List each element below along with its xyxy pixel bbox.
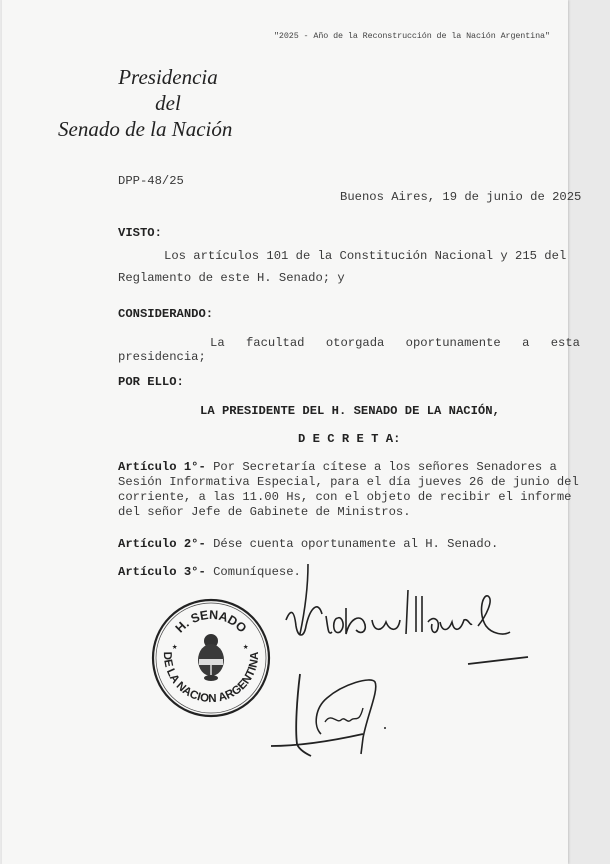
word: esta [550, 336, 580, 350]
considerando-text-line-1 [210, 336, 580, 350]
authority-heading: LA PRESIDENTE DEL H. SENADO DE LA NACIÓN, [200, 404, 500, 418]
article-3 [118, 565, 301, 579]
star-icon: ★ [172, 642, 178, 652]
word: otorgada [325, 336, 385, 350]
article-3-label: Artículo 3°- [118, 565, 206, 579]
senate-seal [150, 597, 272, 719]
article-1-line-3: corriente, a las 11.00 Hs, con el objeto de recibir el informe [118, 490, 572, 504]
por-ello-heading: POR ELLO: [118, 375, 184, 389]
article-1-line-4: del señor Jefe de Gabinete de Ministros. [118, 505, 411, 519]
seal-top-text: H. SENADO [172, 607, 250, 636]
place-date: Buenos Aires, 19 de junio de 2025 [340, 190, 582, 204]
word: oportunamente [405, 336, 501, 350]
article-1-line-1 [118, 460, 557, 474]
letterhead-line-3: Senado de la Nación [58, 117, 233, 141]
article-2 [118, 537, 498, 551]
seal-bottom-text: DE LA NACION ARGENTINA [160, 651, 262, 706]
coat-of-arms-icon [198, 634, 224, 681]
visto-heading: VISTO: [118, 226, 162, 240]
article-1-text: Por Secretaría cítese a los señores Senadores a [213, 460, 557, 474]
signature-villarruel [282, 560, 532, 670]
visto-text-line-2: Reglamento de este H. Senado; y [118, 271, 345, 285]
year-motto: "2025 - Año de la Reconstrucción de la Nación Argentina" [274, 31, 550, 41]
visto-text-line-1: Los artículos 101 de la Constitución Nacional y 215 del [164, 249, 567, 263]
considerando-heading: CONSIDERANDO: [118, 307, 214, 321]
letterhead-line-2: del [155, 91, 181, 115]
letterhead-line-1: Presidencia [118, 65, 218, 89]
star-icon: ★ [243, 642, 249, 652]
article-2-text: Dése cuenta oportunamente al H. Senado. [213, 537, 499, 551]
letterhead [58, 64, 248, 142]
word: a [522, 336, 530, 350]
article-1-label: Artículo 1°- [118, 460, 206, 474]
considerando-text-line-2: presidencia; [118, 350, 206, 364]
article-1-line-2: Sesión Informativa Especial, para el día jueves 26 de junio del [118, 475, 579, 489]
document-reference: DPP-48/25 [118, 174, 184, 188]
document-page [2, 0, 582, 864]
article-3-text: Comuníquese. [213, 565, 301, 579]
word: facultad [245, 336, 305, 350]
article-2-label: Artículo 2°- [118, 537, 206, 551]
decreta-heading: D E C R E T A: [298, 432, 401, 446]
word: La [210, 336, 225, 350]
signature-secondary [267, 668, 397, 758]
